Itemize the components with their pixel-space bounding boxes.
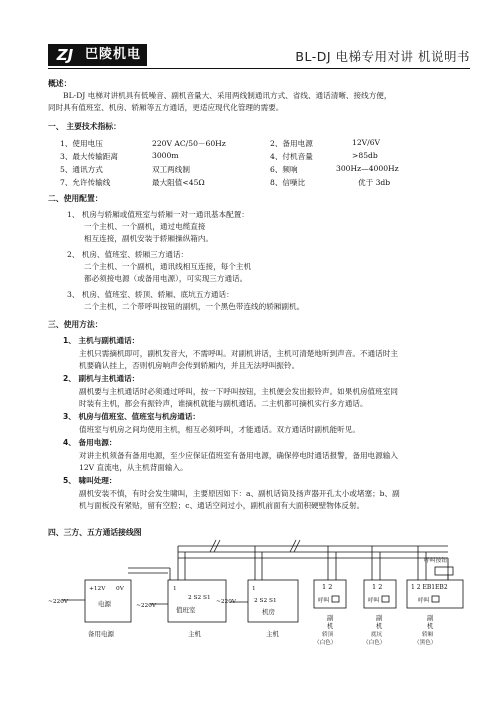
- power-negative-label: 0V: [116, 586, 124, 592]
- power-name: 电源: [98, 600, 111, 608]
- config-item-line: 一个主机、一个副机，通过电缆直接: [84, 222, 206, 231]
- host1-ac-label: ~220V: [136, 603, 157, 609]
- spec-value: 300Hz—4000Hz: [336, 164, 399, 173]
- power-positive-label: +12V: [89, 586, 106, 592]
- sub1-caption: 机: [327, 623, 334, 630]
- usage-item-line: 时装有主机，都会有振铃声，谁摘机就能与副机通话。二主机都可摘机实行多方通话。: [79, 399, 368, 408]
- sub1-call-label: 呼叫: [318, 598, 330, 604]
- spec-name: 5、通讯方式: [60, 165, 103, 174]
- power-caption: 备用电源: [88, 630, 114, 638]
- usage-item-line: 对讲主机须备有备用电源，至少应保证值班室有备用电源，确保停电时通话报警，备用电源输入: [79, 451, 398, 460]
- logo-mark: ZJ: [48, 44, 82, 66]
- sub3-caption: 轿厢: [422, 632, 434, 638]
- usage-item-line: 主机只需摘机即可，副机发音大，不需呼叫。对副机讲话，主机可清楚地听到声音。不通话时主: [79, 349, 398, 358]
- usage-item-title: 3、 机房与值班室、值班室与机房通话：: [63, 412, 201, 421]
- usage-item-line: 机要确认挂上，否则机房响声会传到轿厢内，并且无法呼叫振铃。: [79, 361, 300, 370]
- spec-value: 3000m: [152, 151, 179, 160]
- sub1-caption: 副: [327, 615, 334, 622]
- call-button-icon: [435, 567, 453, 575]
- sub1-caption: （白色）: [314, 640, 337, 646]
- config-item-line: 二个主机、一个副机，通讯线相互连接，每个主机: [84, 262, 252, 271]
- specs-heading: 一、 主要技术指标：: [48, 122, 121, 131]
- host1-caption: 主机: [188, 630, 201, 638]
- sub3-call-label: 呼叫: [418, 598, 430, 604]
- usage-item-title: 4、 备用电源：: [63, 438, 117, 447]
- sub2-caption: 底坑: [371, 632, 383, 638]
- usage-heading: 三、使用方法：: [48, 320, 103, 329]
- call-square-icon: [332, 596, 339, 602]
- power-ac-label: ~220V: [48, 599, 69, 605]
- call-square-icon: [432, 596, 439, 602]
- diagram-heading: 四、三方、五方通话接线图: [48, 528, 142, 537]
- usage-item-line: 机与面板没有紧贴，留有空腔；c、通话空间过小，副机前面有大面积硬壁物体反射。: [79, 501, 365, 510]
- spec-name: 7、允许传输线: [60, 178, 111, 187]
- usage-item-line: 值班室与机房之间均使用主机，相互必须呼叫，才能通话。双方通话时副机能听见。: [79, 425, 360, 434]
- config-heading: 二、使用配置：: [48, 194, 103, 203]
- spec-value: 双工两线制: [152, 165, 190, 174]
- spec-name: 8、信噪比: [270, 178, 306, 187]
- host2-caption: 主机: [266, 630, 279, 638]
- usage-item-line: 12V 直流电，从主机背面输入。: [79, 463, 188, 472]
- spec-value: 最大阻值<45Ω: [152, 178, 205, 187]
- spec-name: 2、备用电源: [270, 139, 313, 148]
- config-item-title: 2、 机房、值班室、轿厢三方通话：: [67, 250, 189, 259]
- sub2-caption: （白色）: [363, 640, 386, 646]
- spec-name: 3、最大传输距离: [60, 152, 118, 161]
- spec-value: 220V AC/50－60Hz: [152, 139, 226, 148]
- host1-terminals: 2 S2 S1: [188, 595, 211, 601]
- config-item-line: 二个主机，二个带呼叫按钮的副机，一个黑色带连线的轿厢副机。: [84, 302, 305, 311]
- spec-name: 6、频响: [270, 165, 298, 174]
- spec-value: >85db: [352, 151, 378, 160]
- host2-terminals: 2 S2 S1: [254, 598, 277, 604]
- host2-ac-label: ~220V: [216, 599, 237, 605]
- call-square-icon: [382, 596, 389, 602]
- config-item-title: 1、 机房与轿厢或值班室与轿厢一对一通讯基本配置：: [67, 210, 249, 219]
- usage-item-title: 1、 主机与副机通话：: [63, 336, 140, 345]
- sub3-caption: 机: [427, 623, 434, 630]
- sub2-call-label: 呼叫: [368, 598, 380, 604]
- sub2-caption: 副: [376, 615, 383, 622]
- host2-terminal: 1: [252, 586, 256, 592]
- sub1-caption: 轿顶: [322, 632, 334, 638]
- document-title: BL-DJ 电梯专用对讲 机说明书: [295, 49, 470, 64]
- host1-name: 值班室: [176, 606, 196, 614]
- config-item-line: 都必须接电源（或备用电源），可实现三方通话。: [84, 274, 248, 283]
- call-button-label: 呼叫按钮: [424, 558, 448, 564]
- overview-heading: 概述：: [48, 79, 72, 88]
- config-item-line: 相互连接，副机安装于轿厢操纵箱内。: [84, 234, 214, 243]
- spec-name: 4、付机音量: [270, 152, 313, 161]
- sub3-caption: （黑色）: [414, 640, 437, 646]
- usage-item-line: 副机要与主机通话时必须通过呼叫，按一下呼叫按钮，主机便会发出振铃声。如果机房值班室同: [79, 387, 398, 396]
- host1-terminal: 1: [173, 586, 177, 592]
- usage-item-line: 副机安装不慎，有时会发生啸叫，主要原因如下：a、副机话筒及扬声器开孔太小或堵塞；b、副: [79, 489, 400, 498]
- sub3-caption: 副: [427, 615, 434, 622]
- usage-item-title: 2、 副机与主机通话：: [63, 374, 140, 383]
- usage-item-title: 5、 啸叫处理：: [63, 476, 117, 485]
- sub3-terminals: 1 2 EB1EB2: [411, 584, 448, 591]
- spec-value: 12V/6V: [352, 138, 381, 147]
- spec-name: 1、使用电压: [60, 139, 103, 148]
- sub2-caption: 机: [376, 623, 383, 630]
- config-item-title: 3、 机房、值班室、轿顶、轿厢、底坑五方通话：: [67, 290, 234, 299]
- spec-value: 优于 3db: [358, 178, 391, 187]
- host2-name: 机房: [262, 608, 275, 616]
- logo-text: 巴陵机电: [82, 44, 147, 66]
- sub1-terminals: 1 2: [322, 583, 333, 591]
- sub2-terminals: 1 2: [372, 583, 383, 591]
- overview-line-1: BL-DJ 电梯对讲机具有低噪音、副机音量大、采用两线制通讯方式、省线、通话清晰、接线方便，: [63, 91, 392, 100]
- overview-line-2: 同时具有值班室、机房、轿厢等五方通话，更适应现代化管理的需要。: [48, 103, 284, 112]
